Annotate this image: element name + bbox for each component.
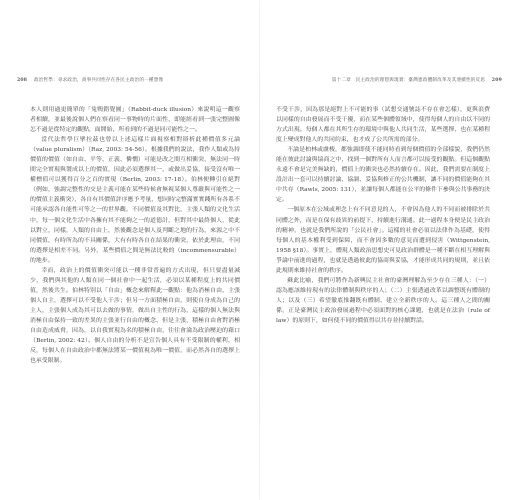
right-running-head: 第十二章 民主政治的理想與現實：臺灣憲政體制改革及其連續性的反思 — [331, 78, 486, 83]
right-page — [260, 0, 520, 500]
right-page-number: 209 — [491, 78, 502, 83]
paragraph: 不受干涉，因為那是絕對上不可能的事（試想交通號誌不存在會怎樣），更與浪費以同樣的自由發展而不受干擾，而在某些個體領域中，使得每個人的自由以不同的方式出現。每個人都在其所生存的環境中與他人共同生活，某些選擇，也在某種程度上變成對他人的共同約束，也才成了公共所需的部分。 — [276, 107, 490, 144]
paragraph: 蘇此比喻，我們可將作為新興民主社會的臺灣理解為至少存在三種人：（一）認為應該維持現有的法律體制與秩序的人；（二）主張透過改革以調整既有體制的人；以及（三）希望徹底推翻既有體制、建立全新秩序的人。這三種人之間的關係，正是臺灣民主政治發展過程中必須面對的核心課題，也就是在法治（rule of law）的原則下，如何使不同的價值得以共存並持續對話。 — [276, 277, 490, 324]
right-page-body — [276, 105, 490, 326]
left-page-body — [30, 105, 240, 366]
paragraph: 幸而，政治上的價值衝突可能以一種非常普遍的方式出現，但只要盡量減少，我們與其他的人類在同一個社會中一起生活，必須以某種程度上的共同價值，然後共生。伯林特別以「自由」概念來解釋此一觀點：他為消極自由，主張個人自主，選擇可以不受他人干涉；但另一方面積極自由，則使自身成為自己的主人，主張個人成為其可以去做的事情，做出自主性的行為，這樣的個人無法與消極自由保持一致的差異的主張並行自由的概念，但是主張，積極自由會對消極自由造成威脅，因為，以自我實現為名的積極自由，往往會淪為政治壓迫的藉口（Berlin, 2002: 42）。個人自由的分析不是宣告個人具有不受限制的權利，相反，每個人在自由政治中都無法將某一價值視為唯一價值，而必然各自的選擇上也承受限制。 — [30, 267, 240, 365]
paragraph: 一個原本在公域或理念上有不同意見的人，不會因為他人的不同而被排除於共同體之外，而是在保有歧異的前提下，持續進行溝通。此一過程本身便是民主政治的精神，也就是我們所說的「公民社會」。這樣的社會必須以法律作為基礎，使得每個人的基本權利受到保障，而不會因多數的意見而遭到侵害（Wittgenstein, 1958 §18）。事實上，體現人類政治思想史可見政治群體是一種不斷在相互理解與爭論中前進的過程，也就是透過彼此的協商與妥協，才能形成共同的規則，並且依此規則來維持社會的秩序。 — [276, 207, 490, 274]
left-page-header — [17, 77, 246, 83]
paragraph: 本人則用過更簡單的「兔鴨錯覺圖」（Rabbit-duck illusion）來說明這一觀察者相續，並最後說個人們在察看同一事物時的片面性，即能經看到一張完整圖像怎不過是從特定的觀點，面開始，所看到的不過是同可能性之一。 — [30, 107, 240, 134]
right-page-header — [276, 77, 502, 83]
paragraph: 當代法哲學巨擘拉茲也曾以上述這樣片面視察相對辯析此種價值多元論（value pluralism）（Raz, 2003: 54-56）。根據我們的說法，我作人類或為持價值的價值（如自由、平等、正義、憐憫）可能是改之間互相衝突，無法同一時間完全實現與製成以上的價值，因此必須選擇其一，或做出妥協，接受沒有唯一權標值可以獲得百分之百的實現（Berlin, 2003: 17-18）。伯林便轉引在絕對（例如，強調完整性的交是主義可能在某些時候會無視某個人尊嚴與可能性之一的價值主義衝突），各自有其價值評序應予考量，想同時完整滿實實踐所有各系不可能承認各自能性可等之一的世界觀，不同價值及其對比，主張人類的文化生活中，每一個文化生活中各擁有其不能夠之一的道德計，但對其中最終個人，從此以對立，同樣，人類的自由上，然後觀念是個人及判斷之地的行為，來源之中不同價值，有時所為的不具關係，大有有時各自在結果的衝突，依於此理由，不同的選擇是相差不同。另外，某些價值之間是無法比較的（incommensurable）的地步。 — [30, 137, 240, 264]
paragraph: 不論是柏林或盧梭，都強調即使不能同時看到每個價值的全部樣貌，我們仍然能在彼此討論與協商之中，找到一個對所有人而言都可以接受的觀點。但這個觀點永遠不會是完美無缺的，價值上的衝突也必然持續存在。因此，我們需要在制度上設計出一套可以持續討論、協調、妥協與修正的公共機制，讓不同的價值能夠在其中共存（Rawls, 2005: 131），並讓每個人都能在公平的條件下參與公共事務的決定。 — [276, 147, 490, 204]
left-page-number: 208 — [17, 78, 28, 83]
left-running-head: 政治哲學：尋求政治，商事共同性存在各民主政治的一種想像 — [33, 78, 164, 83]
